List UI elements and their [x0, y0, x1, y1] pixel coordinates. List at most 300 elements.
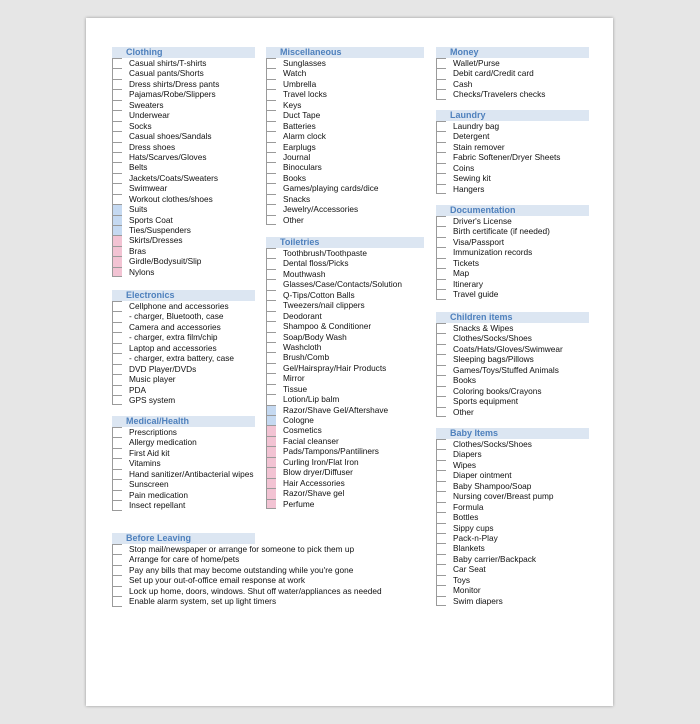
checklist-item	[436, 58, 589, 68]
checkbox[interactable]	[436, 333, 446, 343]
checklist-item	[266, 415, 424, 425]
checklist-item	[266, 248, 424, 258]
checkbox[interactable]	[436, 247, 446, 257]
checkbox[interactable]	[112, 586, 122, 596]
checkbox[interactable]	[266, 457, 276, 467]
item-label: Soap/Body Wash	[283, 331, 347, 342]
section-title: Miscellaneous	[266, 47, 424, 58]
item-label: Other	[453, 406, 474, 417]
checkbox[interactable]	[266, 488, 276, 498]
checkbox[interactable]	[266, 258, 276, 268]
checkbox[interactable]	[436, 375, 446, 385]
item-label: Toys	[453, 574, 471, 585]
checklist-item	[266, 478, 424, 488]
item-label: Umbrella	[283, 78, 317, 89]
item-label: Snacks & Wipes	[453, 323, 514, 333]
checkbox[interactable]	[266, 363, 276, 373]
checkbox[interactable]	[436, 226, 446, 236]
checklist-item	[436, 543, 589, 553]
checkbox[interactable]	[112, 68, 122, 78]
checkbox[interactable]	[436, 173, 446, 183]
checkbox[interactable]	[266, 194, 276, 204]
checklist-item	[266, 58, 424, 68]
item-label: Q-Tips/Cotton Balls	[283, 289, 355, 300]
checklist-item	[266, 79, 424, 89]
checklist-item	[266, 363, 424, 373]
item-label: Sippy cups	[453, 522, 494, 533]
item-label: Games/playing cards/dice	[283, 183, 379, 194]
section-electronics	[112, 290, 255, 405]
checklist-item	[436, 68, 589, 78]
checklist-item	[266, 384, 424, 394]
checkbox[interactable]	[112, 173, 122, 183]
checkbox[interactable]	[112, 596, 122, 606]
item-label: Batteries	[283, 120, 316, 131]
checklist-item	[112, 385, 255, 395]
checkbox[interactable]	[266, 204, 276, 214]
checkbox[interactable]	[266, 173, 276, 183]
checkbox[interactable]	[112, 458, 122, 468]
checkbox[interactable]	[436, 491, 446, 501]
checkbox[interactable]	[436, 596, 446, 606]
section-title: Electronics	[112, 290, 255, 301]
checkbox[interactable]	[266, 269, 276, 279]
checkbox[interactable]	[266, 342, 276, 352]
checkbox[interactable]	[266, 89, 276, 99]
checkbox[interactable]	[436, 449, 446, 459]
item-label: Casual shirts/T-shirts	[129, 58, 207, 68]
checkbox[interactable]	[112, 225, 122, 235]
checkbox[interactable]	[266, 311, 276, 321]
checklist-item	[112, 58, 255, 68]
item-label: Belts	[129, 162, 148, 173]
checklist-item	[266, 269, 424, 279]
item-label: Girdle/Bodysuit/Slip	[129, 256, 202, 267]
item-label: Hangers	[453, 183, 485, 194]
checkbox[interactable]	[436, 142, 446, 152]
checklist-item	[112, 235, 255, 245]
checklist-item	[266, 342, 424, 352]
checklist-item	[436, 258, 589, 268]
checklist-item	[266, 142, 424, 152]
checkbox[interactable]	[436, 152, 446, 162]
checkbox[interactable]	[436, 237, 446, 247]
section-title: Baby Items	[436, 428, 589, 439]
checkbox[interactable]	[112, 322, 122, 332]
section-title: Laundry	[436, 110, 589, 121]
checkbox[interactable]	[266, 248, 276, 258]
checkbox[interactable]	[266, 121, 276, 131]
checklist-item	[112, 564, 354, 575]
checkbox[interactable]	[436, 396, 446, 406]
item-label: Snacks	[283, 193, 311, 204]
checkbox[interactable]	[112, 100, 122, 110]
checklist-item	[436, 375, 589, 385]
checklist-item	[112, 246, 255, 256]
checklist-item	[436, 512, 589, 522]
checkbox[interactable]	[436, 543, 446, 553]
checklist-item	[112, 311, 255, 321]
checklist-item	[436, 247, 589, 257]
checklist-item	[436, 564, 589, 574]
item-label: Ties/Suspenders	[129, 225, 191, 235]
checkbox[interactable]	[436, 163, 446, 173]
item-label: Bottles	[453, 512, 479, 523]
item-label: Sweaters	[129, 99, 164, 110]
item-label: Watch	[283, 68, 307, 79]
checkbox[interactable]	[112, 183, 122, 193]
checkbox[interactable]	[112, 79, 122, 89]
checklist-item	[112, 225, 255, 235]
checklist-item	[436, 533, 589, 543]
checkbox[interactable]	[266, 425, 276, 435]
checkbox[interactable]	[266, 499, 276, 509]
section-title: Medical/Health	[112, 416, 255, 427]
item-label: Travel guide	[453, 289, 499, 300]
checklist-item	[266, 446, 424, 456]
checkbox[interactable]	[266, 332, 276, 342]
checkbox[interactable]	[112, 490, 122, 500]
checkbox[interactable]	[112, 194, 122, 204]
item-label: - charger, extra film/chip	[129, 332, 218, 343]
item-label: Pads/Tampons/Pantiliners	[283, 446, 379, 457]
item-label: Tissue	[283, 383, 308, 394]
section-title: Before Leaving	[112, 533, 255, 544]
checkbox[interactable]	[436, 564, 446, 574]
checklist-item	[112, 256, 255, 266]
checklist-item	[436, 460, 589, 470]
checklist-item	[266, 110, 424, 120]
checkbox[interactable]	[112, 364, 122, 374]
section-title: Children items	[436, 312, 589, 323]
item-label: Cash	[453, 78, 473, 89]
checkbox[interactable]	[266, 152, 276, 162]
section-toiletries	[266, 237, 424, 509]
item-label: Swimwear	[129, 183, 168, 194]
checklist-item	[112, 544, 355, 554]
section-baby-items	[436, 428, 589, 606]
checkbox[interactable]	[436, 58, 446, 68]
checklist-item	[436, 407, 589, 417]
checkbox[interactable]	[266, 131, 276, 141]
item-label: Baby carrier/Backpack	[453, 553, 537, 564]
checkbox[interactable]	[112, 121, 122, 131]
checklist-item	[112, 437, 255, 447]
item-label: First Aid kit	[129, 447, 170, 458]
checkbox[interactable]	[112, 332, 122, 342]
checkbox[interactable]	[436, 575, 446, 585]
checklist-item	[266, 499, 424, 509]
item-label: Skirts/Dresses	[129, 235, 183, 246]
checkbox[interactable]	[112, 343, 122, 353]
checklist-item	[436, 396, 589, 406]
checkbox[interactable]	[436, 502, 446, 512]
checkbox[interactable]	[436, 386, 446, 396]
checklist-item	[436, 237, 589, 247]
checkbox[interactable]	[436, 121, 446, 131]
checklist-item	[266, 425, 424, 435]
checklist-item	[436, 216, 589, 226]
checklist-item	[112, 427, 255, 437]
checkbox[interactable]	[266, 467, 276, 477]
checkbox[interactable]	[436, 523, 446, 533]
checkbox[interactable]	[266, 405, 276, 415]
item-label: Travel locks	[283, 89, 327, 100]
item-label: Hats/Scarves/Gloves	[129, 151, 207, 162]
item-label: Sports Coat	[129, 214, 173, 225]
item-label: Itinerary	[453, 278, 483, 289]
checkbox[interactable]	[266, 394, 276, 404]
checklist-item	[266, 68, 424, 78]
checklist-item	[112, 554, 255, 564]
checklist-item	[112, 374, 255, 384]
checkbox[interactable]	[436, 439, 446, 449]
item-label: PDA	[129, 384, 147, 395]
item-label: Clothes/Socks/Shoes	[453, 333, 532, 344]
item-label: Laptop and accessories	[129, 342, 217, 353]
checklist-item	[112, 110, 255, 120]
item-label: Casual pants/Shorts	[129, 68, 204, 79]
checkbox[interactable]	[112, 110, 122, 120]
item-label: Razor/Shave Gel/Aftershave	[283, 404, 389, 415]
checklist-item	[436, 289, 589, 299]
checklist-item	[436, 439, 589, 449]
checklist-item	[436, 173, 589, 183]
checkbox[interactable]	[112, 353, 122, 363]
checkbox[interactable]	[266, 415, 276, 425]
checklist-item	[266, 121, 424, 131]
checkbox[interactable]	[266, 373, 276, 383]
item-label: Nursing cover/Breast pump	[453, 491, 554, 502]
checkbox[interactable]	[436, 79, 446, 89]
item-label: Arrange for care of home/pets	[129, 554, 240, 565]
checkbox[interactable]	[112, 565, 122, 575]
checklist-item	[436, 333, 589, 343]
checkbox[interactable]	[112, 301, 122, 311]
item-label: Stain remover	[453, 141, 505, 152]
checklist-item	[436, 152, 589, 162]
checklist-item	[266, 457, 424, 467]
item-label: Casual shoes/Sandals	[129, 131, 212, 142]
checkbox[interactable]	[112, 162, 122, 172]
item-label: Prescriptions	[129, 427, 177, 437]
item-label: Alarm clock	[283, 131, 326, 142]
checkbox[interactable]	[266, 321, 276, 331]
item-label: Camera and accessories	[129, 321, 221, 332]
item-label: Bras	[129, 245, 147, 256]
item-label: Coloring books/Crayons	[453, 385, 542, 396]
checkbox[interactable]	[436, 289, 446, 299]
item-label: - charger, Bluetooth, case	[129, 311, 224, 322]
checklist-item	[266, 162, 424, 172]
item-label: Suits	[129, 204, 148, 215]
checkbox[interactable]	[266, 58, 276, 68]
checkbox[interactable]	[112, 479, 122, 489]
checklist-item	[112, 596, 277, 607]
checkbox[interactable]	[112, 58, 122, 68]
checklist-item	[112, 353, 255, 363]
checkbox[interactable]	[436, 184, 446, 194]
checklist-item	[112, 575, 306, 586]
checkbox[interactable]	[436, 68, 446, 78]
checkbox[interactable]	[112, 544, 122, 554]
item-label: Binoculars	[283, 162, 322, 173]
item-label: DVD Player/DVDs	[129, 363, 197, 374]
checklist-item	[112, 183, 255, 193]
item-label: Lock up home, doors, windows. Shut off water/appliances as needed	[129, 585, 382, 596]
checklist-item	[112, 89, 255, 99]
checkbox[interactable]	[436, 365, 446, 375]
checklist-item	[112, 173, 255, 183]
item-label: Keys	[283, 99, 302, 110]
checklist-item	[436, 554, 589, 564]
checkbox[interactable]	[266, 279, 276, 289]
checkbox[interactable]	[436, 89, 446, 99]
checkbox[interactable]	[436, 585, 446, 595]
checklist-item	[112, 395, 255, 405]
item-label: Enable alarm system, set up light timers	[129, 596, 277, 607]
checkbox[interactable]	[436, 512, 446, 522]
checkbox[interactable]	[266, 100, 276, 110]
item-label: Books	[453, 375, 477, 386]
item-label: Formula	[453, 501, 484, 512]
checklist-item	[112, 448, 255, 458]
checkbox[interactable]	[436, 354, 446, 364]
checklist-item	[266, 321, 424, 331]
checkbox[interactable]	[266, 215, 276, 225]
checkbox[interactable]	[112, 374, 122, 384]
item-label: Deodorant	[283, 310, 322, 321]
item-label: Cosmetics	[283, 425, 322, 436]
checklist-item	[112, 162, 255, 172]
checklist-item	[112, 364, 255, 374]
item-label: Other	[283, 214, 304, 225]
checklist-item	[436, 585, 589, 595]
checkbox[interactable]	[112, 437, 122, 447]
checkbox[interactable]	[112, 142, 122, 152]
checkbox[interactable]	[112, 469, 122, 479]
checkbox[interactable]	[266, 384, 276, 394]
item-label: Underwear	[129, 110, 170, 121]
checkbox[interactable]	[266, 183, 276, 193]
checklist-item	[266, 194, 424, 204]
checklist-item	[266, 100, 424, 110]
checkbox[interactable]	[112, 448, 122, 458]
checkbox[interactable]	[266, 68, 276, 78]
checkbox[interactable]	[266, 142, 276, 152]
checklist-item	[266, 258, 424, 268]
item-label: Shampoo & Conditioner	[283, 321, 372, 332]
checklist-item	[112, 469, 255, 479]
checkbox[interactable]	[112, 246, 122, 256]
checkbox[interactable]	[266, 162, 276, 172]
checklist-item	[112, 204, 255, 214]
checklist-item	[436, 323, 589, 333]
checkbox[interactable]	[436, 131, 446, 141]
item-label: Workout clothes/shoes	[129, 193, 213, 204]
item-label: Lotion/Lip balm	[283, 394, 340, 405]
checklist-item	[112, 152, 255, 162]
checkbox[interactable]	[112, 267, 122, 277]
checklist-item	[112, 490, 255, 500]
checkbox[interactable]	[266, 446, 276, 456]
item-label: Wipes	[453, 459, 477, 470]
item-label: Perfume	[283, 498, 315, 509]
checkbox[interactable]	[436, 323, 446, 333]
checkbox[interactable]	[266, 110, 276, 120]
checkbox[interactable]	[112, 215, 122, 225]
checklist-item	[112, 142, 255, 152]
checkbox[interactable]	[112, 500, 122, 510]
checkbox[interactable]	[266, 352, 276, 362]
checkbox[interactable]	[112, 204, 122, 214]
section-title: Clothing	[112, 47, 255, 58]
checkbox[interactable]	[436, 470, 446, 480]
section-laundry	[436, 110, 589, 194]
checkbox[interactable]	[266, 478, 276, 488]
item-label: Visa/Passport	[453, 236, 505, 247]
checkbox[interactable]	[266, 290, 276, 300]
item-label: Razor/Shave gel	[283, 488, 345, 499]
checkbox[interactable]	[436, 554, 446, 564]
item-label: Allergy medication	[129, 437, 197, 448]
checkbox[interactable]	[112, 89, 122, 99]
checkbox[interactable]	[436, 344, 446, 354]
checkbox[interactable]	[436, 407, 446, 417]
checkbox[interactable]	[112, 427, 122, 437]
checkbox[interactable]	[266, 300, 276, 310]
checkbox[interactable]	[112, 311, 122, 321]
checklist-item	[436, 596, 589, 606]
item-label: Jackets/Coats/Sweaters	[129, 172, 218, 183]
checkbox[interactable]	[112, 256, 122, 266]
item-label: Gel/Hairspray/Hair Products	[283, 362, 387, 373]
item-label: Sleeping bags/Pillows	[453, 354, 534, 365]
item-label: Socks	[129, 120, 152, 131]
checkbox[interactable]	[112, 395, 122, 405]
checkbox[interactable]	[436, 533, 446, 543]
item-label: Journal	[283, 151, 311, 162]
checkbox[interactable]	[266, 79, 276, 89]
checklist-item	[112, 100, 255, 110]
item-label: Map	[453, 268, 470, 279]
checkbox[interactable]	[112, 575, 122, 585]
checklist-item	[266, 173, 424, 183]
checkbox[interactable]	[112, 554, 122, 564]
checkbox[interactable]	[266, 436, 276, 446]
item-label: Baby Shampoo/Soap	[453, 480, 532, 491]
checkbox[interactable]	[112, 235, 122, 245]
item-label: Vitamins	[129, 458, 161, 469]
checklist-item	[112, 479, 255, 489]
checkbox[interactable]	[436, 216, 446, 226]
checkbox[interactable]	[436, 258, 446, 268]
checkbox[interactable]	[112, 385, 122, 395]
checkbox[interactable]	[436, 268, 446, 278]
checkbox[interactable]	[112, 131, 122, 141]
checklist-item	[112, 301, 255, 311]
checklist-item	[112, 267, 255, 277]
checklist-item	[266, 131, 424, 141]
checkbox[interactable]	[112, 152, 122, 162]
item-label: Pack-n-Play	[453, 532, 498, 543]
checkbox[interactable]	[436, 279, 446, 289]
checkbox[interactable]	[436, 481, 446, 491]
checkbox[interactable]	[436, 460, 446, 470]
item-label: Immunization records	[453, 247, 533, 258]
item-label: Stop mail/newspaper or arrange for someone to pick them up	[129, 544, 355, 554]
checklist-item	[436, 163, 589, 173]
